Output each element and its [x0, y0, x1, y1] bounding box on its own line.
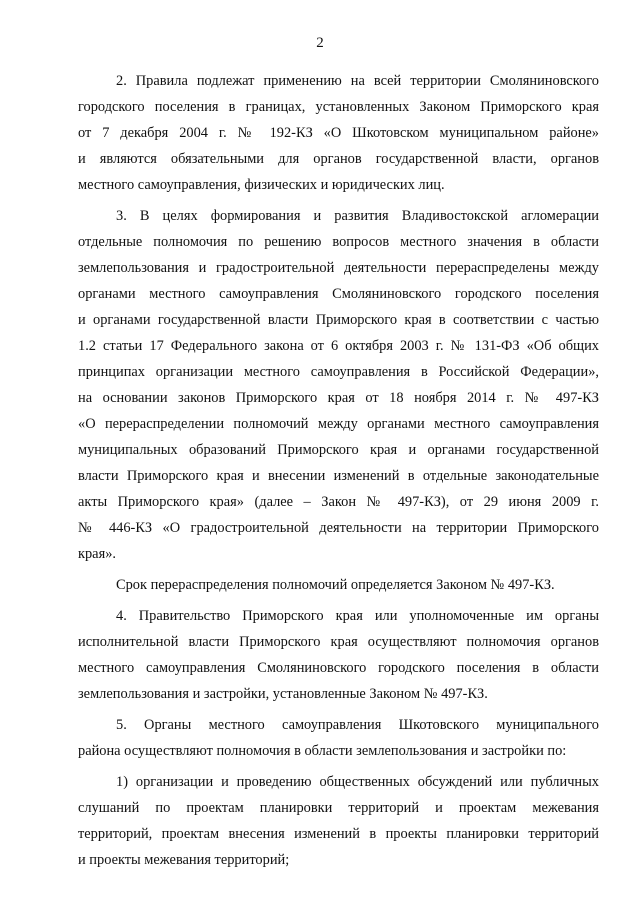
text-line: 3. В целях формирования и развития Владивостокской агломерации	[116, 208, 599, 224]
text-line: территорий, проектам внесения изменений в проекты планировки территорий	[78, 826, 599, 842]
text-line: «О перераспределении полномочий между органами местного самоуправления	[78, 416, 599, 432]
text-line: землепользования и застройки, установленные Законом № 497-КЗ.	[78, 686, 488, 702]
text-line: Срок перераспределения полномочий определяется Законом № 497-КЗ.	[116, 577, 555, 593]
text-line: органами местного самоуправления Смоляниновского городского поселения	[78, 286, 599, 302]
text-line: отдельные полномочия по решению вопросов местного значения в области	[78, 234, 599, 250]
text-line: местного самоуправления Смоляниновского городского поселения в области	[78, 660, 599, 676]
text-line: городского поселения в границах, установленных Законом Приморского края	[78, 99, 599, 115]
text-line: края».	[78, 546, 116, 562]
text-line: 5. Органы местного самоуправления Шкотовского муниципального	[116, 717, 599, 733]
text-line: 1) организации и проведению общественных обсуждений или публичных	[116, 774, 599, 790]
text-line: 4. Правительство Приморского края или уполномоченные им органы	[116, 608, 599, 624]
text-line: 1.2 статьи 17 Федерального закона от 6 октября 2003 г. № 131-ФЗ «Об общих	[78, 338, 599, 354]
text-line: 2. Правила подлежат применению на всей территории Смоляниновского	[116, 73, 599, 89]
text-line: местного самоуправления, физических и юридических лиц.	[78, 177, 445, 193]
text-line: исполнительной власти Приморского края осуществляют полномочия органов	[78, 634, 599, 650]
paragraph	[78, 572, 599, 598]
text-line: на основании законов Приморского края от 18 ноября 2014 г. № 497-КЗ	[78, 390, 599, 406]
text-line: слушаний по проектам планировки территорий и проектам межевания	[78, 800, 599, 816]
text-line: принципах организации местного самоуправления в Российской Федерации»,	[78, 364, 599, 380]
text-line: и органами государственной власти Приморского края в соответствии с частью	[78, 312, 599, 328]
text-line: акты Приморского края» (далее – Закон № 497-КЗ), от 29 июня 2009 г.	[78, 494, 599, 510]
text-line: муниципальных образований Приморского края и органами государственной	[78, 442, 599, 458]
paragraph	[78, 68, 599, 198]
text-line: власти Приморского края и внесении изменений в отдельные законодательные	[78, 468, 599, 484]
document-body	[78, 68, 599, 878]
page-number: 2	[316, 35, 324, 51]
paragraph	[78, 712, 599, 764]
paragraph	[78, 769, 599, 873]
text-line: и проекты межевания территорий;	[78, 852, 290, 868]
text-line: от 7 декабря 2004 г. № 192-КЗ «О Шкотовском муниципальном районе»	[78, 125, 599, 141]
paragraph	[78, 203, 599, 567]
paragraph	[78, 603, 599, 707]
text-line: района осуществляют полномочия в области землепользования и застройки по:	[78, 743, 567, 759]
text-line: землепользования и градостроительной деятельности перераспределены между	[78, 260, 599, 276]
text-line: и являются обязательными для органов государственной власти, органов	[78, 151, 599, 167]
text-line: № 446-КЗ «О градостроительной деятельности на территории Приморского	[78, 520, 599, 536]
